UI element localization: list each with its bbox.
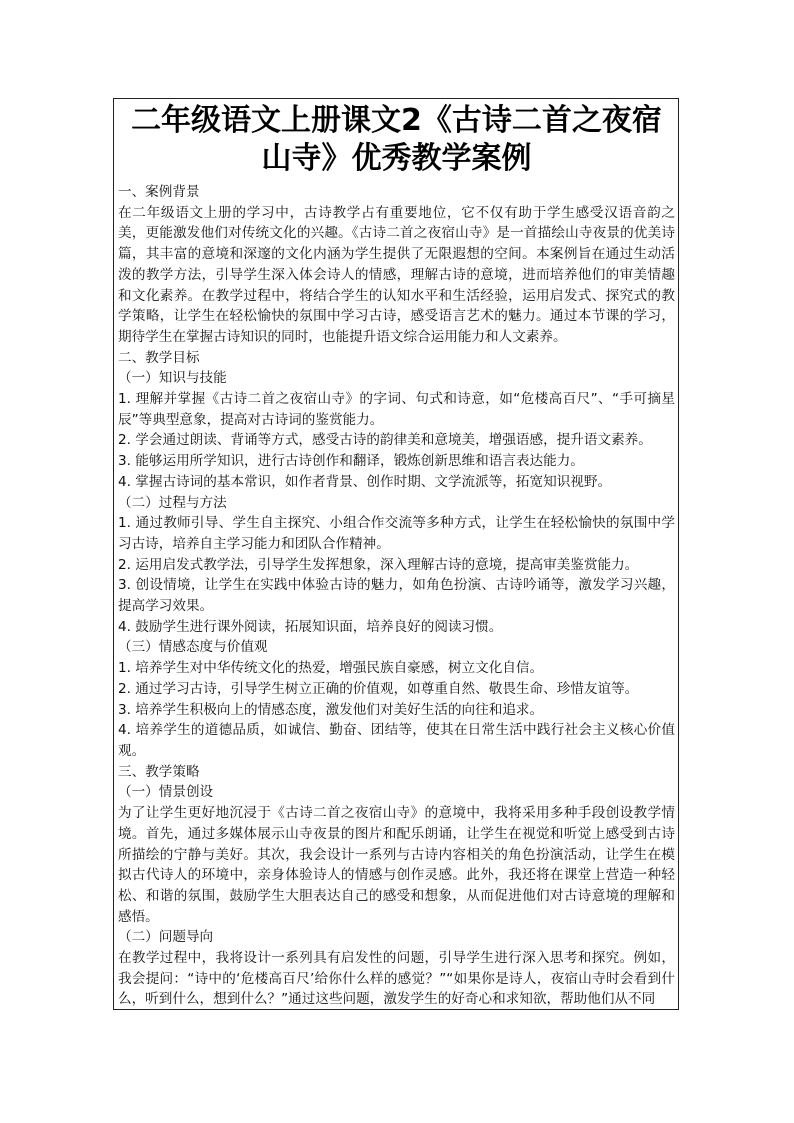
list-item: 1. 培养学生对中华传统文化的热爱，增强民族自豪感，树立文化自信。 bbox=[118, 660, 544, 677]
list-item: 2. 通过学习古诗，引导学生树立正确的价值观，如尊重自然、敬畏生命、珍惜友谊等。 bbox=[118, 680, 639, 697]
subsection-heading-scenario: （一）情景创设 bbox=[118, 784, 214, 801]
list-item: 2. 运用启发式教学法，引导学生发挥想象，深入理解古诗的意境，提高审美鉴赏能力。 bbox=[118, 556, 639, 573]
paragraph-background: 在二年级语文上册的学习中，古诗教学占有重要地位，它不仅有助于学生感受汉语音韵之美，更能激发他们对传统文化的兴趣。《古诗二首之夜宿山寺》是一首描绘山寺夜景的优美诗篇，其丰富的意境和深邃的文化内涵为学生提供了无限遐想的空间。本案例旨在通过生动活泼的教学方法，引导学生深入体会诗人的情感，理解古诗的意境，进而培养他们的审美情趣和文化素养。在教学过程中，将结合学生的认知水平和生活经验，运用启发式、探究式的教学策略，让学生在轻松愉快的氛围中学习古诗，感受语言艺术的魅力。通过本节课的学习，期待学生在掌握古诗知识的同时，也能提升语文综合运用能力和人文素养。 bbox=[118, 204, 675, 345]
paragraph-questions: 在教学过程中，我将设计一系列具有启发性的问题，引导学生进行深入思考和探究。例如，我会提问：“诗中的‘危楼高百尺’给你什么样的感觉？”“如果你是诗人，夜宿山寺时会看到什么，听到什么，想到什么？”通过这些问题，激发学生的好奇心和求知欲，帮助他们从不同 bbox=[118, 950, 675, 1008]
list-item: 2. 学会通过朗读、背诵等方式，感受古诗的韵律美和意境美，增强语感，提升语文素养。 bbox=[118, 432, 652, 449]
section-heading-background: 一、案例背景 bbox=[118, 184, 200, 200]
paragraph-scenario: 为了让学生更好地沉浸于《古诗二首之夜宿山寺》的意境中，我将采用多种手段创设教学情境。首先，通过多媒体展示山寺夜景的图片和配乐朗诵，让学生在视觉和听觉上感受到古诗所描绘的宁静与美好。其次，我会设计一系列与古诗内容相关的角色扮演活动，让学生在模拟古代诗人的环境中，亲身体验诗人的情感与创作灵感。此外，我还将在课堂上营造一种轻松、和谐的氛围，鼓励学生大胆表达自己的感受和想象，从而促进他们对古诗意境的理解和感悟。 bbox=[118, 805, 675, 925]
list-item: 4. 鼓励学生进行课外阅读，拓展知识面，培养良好的阅读习惯。 bbox=[118, 618, 503, 635]
list-item: 3. 培养学生积极向上的情感态度，激发他们对美好生活的向往和追求。 bbox=[118, 701, 544, 718]
document-title: 二年级语文上册课文2《古诗二首之夜宿山寺》优秀教学案例 bbox=[131, 103, 662, 176]
document-frame bbox=[113, 98, 679, 1010]
section-heading-objectives: 二、教学目标 bbox=[118, 349, 200, 366]
list-item: 3. 创设情境，让学生在实践中体验古诗的魅力，如角色扮演、古诗吟诵等，激发学习兴趣，提高学习效果。 bbox=[118, 577, 675, 615]
subsection-heading-process: （二）过程与方法 bbox=[118, 494, 227, 511]
list-item: 4. 掌握古诗词的基本常识，如作者背景、创作时期、文学流派等，拓宽知识视野。 bbox=[118, 473, 612, 490]
list-item: 1. 理解并掌握《古诗二首之夜宿山寺》的字词、句式和诗意，如“危楼高百尺”、“手可摘星辰”等典型意象，提高对古诗词的鉴赏能力。 bbox=[118, 391, 675, 428]
subsection-heading-questions: （二）问题导向 bbox=[118, 929, 214, 946]
section-heading-strategy: 三、教学策略 bbox=[118, 763, 200, 780]
list-item: 3. 能够运用所学知识，进行古诗创作和翻译，锻炼创新思维和语言表达能力。 bbox=[118, 453, 584, 470]
document-body bbox=[118, 182, 675, 1010]
list-item: 1. 通过教师引导、学生自主探究、小组合作交流等多种方式，让学生在轻松愉快的氛围中学习古诗，培养自主学习能力和团队合作精神。 bbox=[118, 515, 675, 552]
list-item: 4. 培养学生的道德品质，如诚信、勤奋、团结等，使其在日常生活中践行社会主义核心价值观。 bbox=[118, 722, 675, 759]
subsection-heading-knowledge: （一）知识与技能 bbox=[118, 370, 227, 387]
subsection-heading-values: （三）情感态度与价值观 bbox=[118, 639, 268, 656]
